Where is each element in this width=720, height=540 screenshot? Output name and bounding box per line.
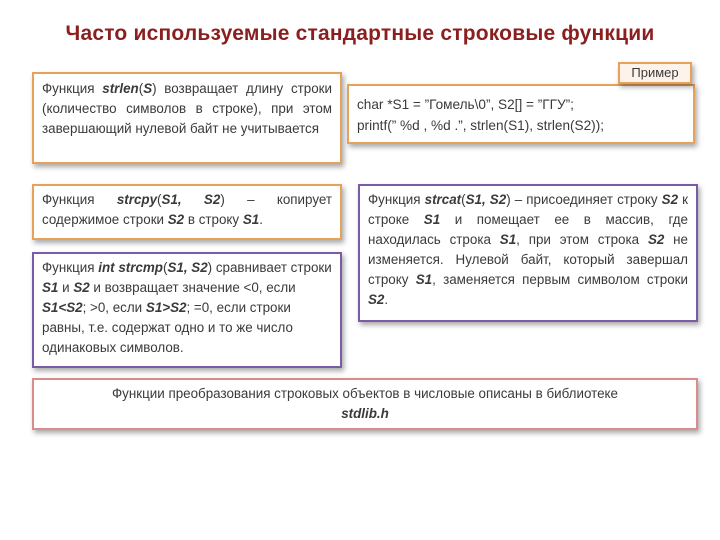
example-code-line-2: printf(” %d , %d .”, strlen(S1), strlen(S2)); bbox=[357, 118, 605, 133]
strlen-text: Функция strlen(S) возвращает длину строки (количество символов в строке), при этом завершающий нулевой байт не учитывается bbox=[42, 81, 332, 136]
stdlib-library-name: stdlib.h bbox=[341, 406, 389, 421]
stdlib-note-box bbox=[32, 378, 698, 430]
strcpy-text: Функция strcpy(S1, S2) – копирует содержимое строки S2 в строку S1. bbox=[42, 192, 333, 227]
strcpy-function-name: strcpy bbox=[116, 192, 158, 207]
slide-title: Часто используемые стандартные строковые функции bbox=[65, 22, 655, 45]
strcpy-description-box bbox=[32, 184, 342, 240]
example-label: Пример bbox=[618, 62, 692, 84]
stdlib-note-text: Функции преобразования строковых объектов в числовые описаны в библиотеке bbox=[111, 386, 619, 401]
strcmp-description-box bbox=[32, 252, 342, 368]
strcat-text: Функция strcat(S1, S2) – присоединяет строку S2 к строке S1 и помещает ее в массив, где находилась строка S1, при этом строка S2 не изменяется. Нулевой байт, который завершал строку S1, заменяется первым символом строки S2. bbox=[368, 192, 689, 307]
strlen-function-name: strlen bbox=[102, 81, 139, 96]
strcmp-function-name: int strcmp bbox=[98, 260, 163, 275]
strlen-description-box bbox=[32, 72, 342, 164]
strcat-function-name: strcat bbox=[424, 192, 462, 207]
strcmp-text: Функция int strcmp(S1, S2) сравнивает строки S1 и S2 и возвращает значение <0, если S1<S2; >0, если S1>S2; =0, если строки равны, т.е. содержат одно и то же число одинаковых символов. bbox=[42, 260, 332, 355]
example-code-box bbox=[347, 84, 695, 144]
strcat-description-box bbox=[358, 184, 698, 322]
example-code-line-1: char *S1 = ”Гомель\0”, S2[] = ”ГГУ”; bbox=[357, 97, 574, 112]
